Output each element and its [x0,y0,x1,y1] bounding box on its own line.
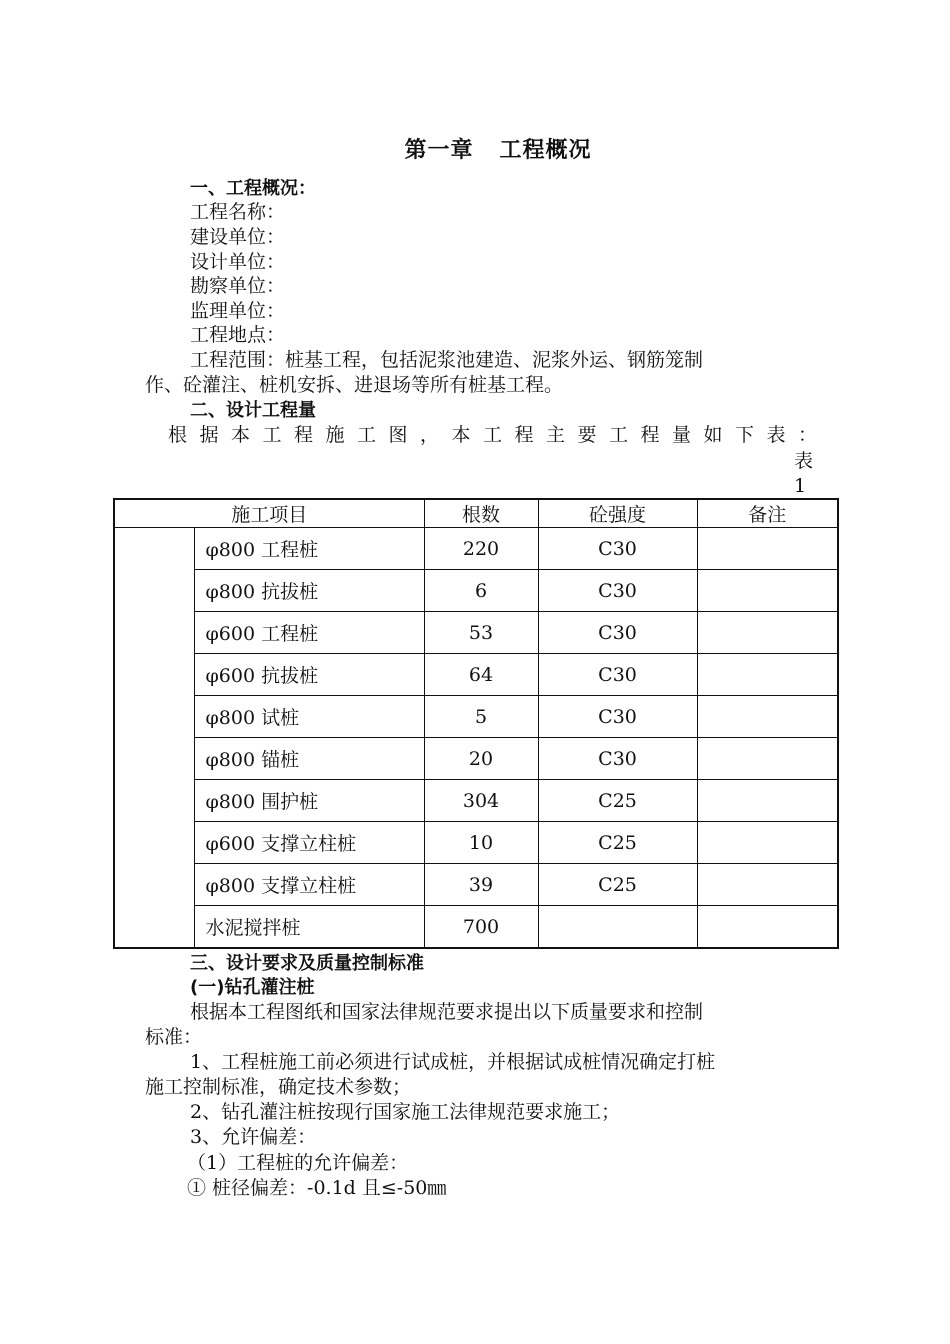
header-note: 备注 [697,499,838,528]
cell-count: 304 [424,780,538,822]
table-row [114,612,838,654]
field-project-name: 工程名称： [190,201,286,223]
cell-grade: C25 [538,780,697,822]
pile-quantity-table [113,498,839,949]
cell-grade: C30 [538,654,697,696]
cell-grade: C30 [538,612,697,654]
table-row [114,864,838,906]
field-supervisor: 监理单位： [190,300,286,322]
scope-line-1: 工程范围：桩基工程，包括泥浆池建造、泥浆外运、钢筋笼制 [190,349,704,371]
table-row [114,780,838,822]
cell-item: φ800 锚桩 [194,738,424,780]
cell-item: φ800 支撑立柱桩 [194,864,424,906]
cell-note [697,654,838,696]
cell-count: 53 [424,612,538,654]
merged-blank-cell [114,528,194,949]
table-row [114,906,838,949]
sub-heading-bored-pile: (一)钻孔灌注桩 [190,977,315,998]
cell-item: φ600 抗拔桩 [194,654,424,696]
cell-note [697,696,838,738]
cell-note [697,738,838,780]
cell-grade: C30 [538,570,697,612]
cell-grade [538,906,697,949]
cell-note [697,864,838,906]
cell-note [697,780,838,822]
cell-note [697,612,838,654]
field-designer: 设计单位： [190,251,286,273]
item3: 3、允许偏差： [190,1126,317,1148]
header-item: 施工项目 [114,499,424,528]
cell-count: 39 [424,864,538,906]
scope-line-2: 作、砼灌注、桩机安拆、进退场等所有桩基工程。 [145,374,564,396]
section-heading-requirements: 三、设计要求及质量控制标准 [190,953,424,974]
cell-grade: C25 [538,822,697,864]
cell-item: φ800 抗拔桩 [194,570,424,612]
table-row [114,696,838,738]
field-surveyor: 勘察单位： [190,275,286,297]
item3-sub: （1）工程桩的允许偏差： [187,1152,409,1174]
header-grade: 砼强度 [538,499,697,528]
cell-grade: C30 [538,738,697,780]
section-heading-quantities: 二、设计工程量 [190,400,316,421]
cell-note [697,906,838,949]
cell-item: φ600 支撑立柱桩 [194,822,424,864]
table-row [114,654,838,696]
cell-grade: C30 [538,696,697,738]
cell-item: φ800 工程桩 [194,528,424,570]
cell-count: 10 [424,822,538,864]
cell-count: 20 [424,738,538,780]
cell-grade: C25 [538,864,697,906]
header-count: 根数 [424,499,538,528]
table-row [114,822,838,864]
chapter-title: 第一章 工程概况 [404,138,592,163]
section-heading-overview: 一、工程概况： [190,178,316,199]
cell-note [697,528,838,570]
item2: 2、钻孔灌注桩按现行国家施工法律规范要求施工； [190,1101,621,1123]
field-location: 工程地点： [190,324,286,346]
cell-item: φ600 工程桩 [194,612,424,654]
cell-item: 水泥搅拌桩 [194,906,424,949]
cell-note [697,822,838,864]
para1-line-1: 根据本工程图纸和国家法律规范要求提出以下质量要求和控制 [190,1001,704,1023]
cell-count: 6 [424,570,538,612]
cell-item: φ800 试桩 [194,696,424,738]
item1-line-2: 施工控制标准，确定技术参数； [145,1076,412,1098]
cell-note [697,570,838,612]
cell-count: 700 [424,906,538,949]
table-number: 1 [794,475,807,497]
cell-count: 64 [424,654,538,696]
table-row [114,738,838,780]
table-row [114,570,838,612]
cell-count: 5 [424,696,538,738]
para1-line-2: 标准： [145,1026,203,1048]
table-label: 表 [794,450,814,472]
quantities-intro: 根据本工程施工图，本工程主要工程量如下表： [168,424,830,446]
table-header-row [114,499,838,528]
cell-item: φ800 围护桩 [194,780,424,822]
item3-sub-1: ① 桩径偏差：-0.1d 且≤-50㎜ [187,1177,447,1199]
cell-count: 220 [424,528,538,570]
table-row [114,528,838,570]
field-owner: 建设单位： [190,226,286,248]
cell-grade: C30 [538,528,697,570]
item1-line-1: 1、工程桩施工前必须进行试成桩，并根据试成桩情况确定打桩 [190,1051,716,1073]
